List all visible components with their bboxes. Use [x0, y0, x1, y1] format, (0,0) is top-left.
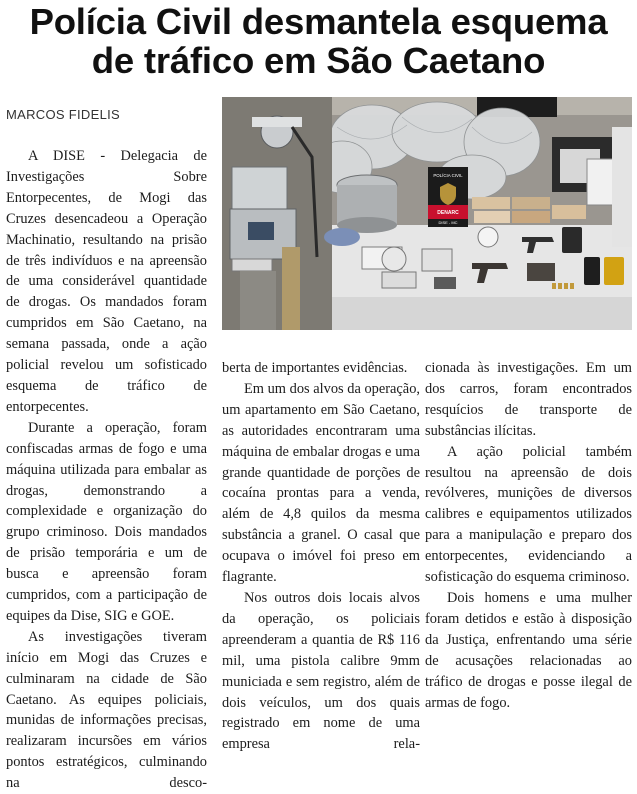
- sign-text-3: DISE - MC: [438, 220, 458, 225]
- paragraph: Nos outros dois locais alvos da operação, os policiais apreenderam a quantia de R$ 116 mil, uma pistola calibre 9mm municiada e sem registro, além de dois veículos, um dos quais registrado em nome de uma empresa rela-: [222, 589, 420, 753]
- paragraph: Em um dos alvos da operação, um apartamento em São Caetano, as autoridades encontraram uma máquina de embalar drogas e uma grande quantidade de porções de cocaína prontas para a venda, além de 4,8 quilos da mesma substância a granel. O casal que ocupava o imóvel foi preso em flagrante.: [222, 380, 420, 586]
- byline: MARCOS FIDELIS: [6, 107, 120, 122]
- headline-line-1: Polícia Civil desmantela esquema: [29, 1, 608, 42]
- paragraph: A ação policial também resultou na apreensão de dois revólveres, munições de diversos calibres e equipamentos utilizados para a manipulação e preparo dos entorpecentes, evidenciando a sofisticação do esquema criminoso.: [425, 443, 632, 586]
- sign-text-2: DENARC: [437, 210, 459, 216]
- paragraph-continuation: cionada às investigações. Em um dos carros, foram encontrados resquícios de transporte de substâncias ilícitas.: [425, 360, 632, 439]
- column-3: [425, 358, 632, 713]
- paragraph: A DISE - Delegacia de Investigações Sobre Entorpecentes, de Mogi das Cruzes desencadeou a Operação Machinatio, resultando na prisão de três indivíduos e na apreensão de uma considerável quantidade de drogas. Os mandados foram cumpridos em São Caetano, na semana passada, onde a ação policial revelou um sofisticado esquema de tráfico de entorpecentes.: [6, 148, 207, 415]
- headline: [0, 2, 637, 80]
- column-2: [222, 358, 420, 755]
- paragraph: As investigações tiveram início em Mogi das Cruzes e culminaram na cidade de São Caetano. As equipes policiais, munidas de informações precisas, realizaram incursões em vários pontos estratégicos, culminando na desco-: [6, 628, 207, 792]
- news-photo: [222, 97, 632, 330]
- headline-line-2: de tráfico em São Caetano: [91, 40, 546, 81]
- column-1: [6, 146, 207, 794]
- seized-items-photo: [222, 97, 632, 330]
- paragraph: Dois homens e uma mulher foram detidos e estão à disposição da Justiça, enfrentando uma série de acusações relacionadas ao tráfico de drogas e posse ilegal de armas de fogo.: [425, 589, 632, 711]
- sign-text-1: POLÍCIA CIVIL: [433, 173, 463, 178]
- paragraph: Durante a operação, foram confiscadas armas de fogo e uma máquina utilizada para embalar as drogas, demonstrando a complexidade e organização do grupo criminoso. Dois mandados de prisão temporária e um de busca e apreensão foram cumpridos, com a participação de equipes da Dise, SIG e GOE.: [6, 419, 207, 624]
- paragraph-continuation: berta de importantes evidências.: [222, 360, 408, 376]
